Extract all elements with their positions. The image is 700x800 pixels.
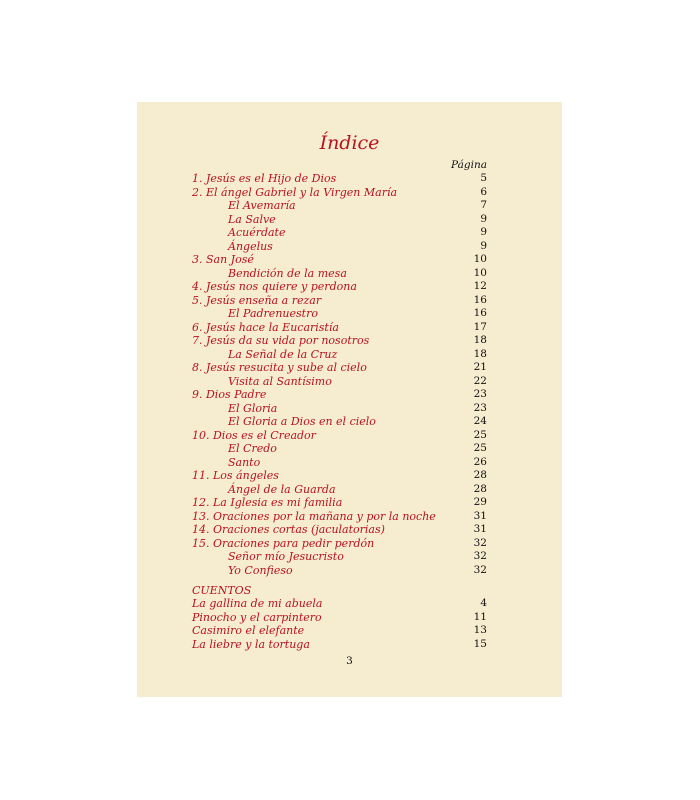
toc-entry-page-number: 5: [480, 172, 487, 184]
toc-entry: [192, 429, 487, 442]
book-page: [137, 102, 562, 697]
page-number: 3: [346, 655, 353, 667]
toc-entry-label: El Avemaría: [228, 199, 296, 212]
toc-entry-page-number: 25: [473, 442, 487, 454]
toc-entry-label: 3. San José: [192, 253, 254, 266]
toc-entry-page-number: 9: [480, 226, 487, 238]
toc-entry: [192, 253, 487, 266]
toc-subentry: [228, 375, 487, 388]
toc-entry: [192, 186, 487, 199]
toc-entry-page-number: 25: [473, 428, 487, 441]
page-column-header: Página: [451, 159, 487, 171]
toc-entry-page-number: 15: [473, 637, 487, 650]
toc-entry-page-number: 6: [480, 185, 487, 198]
toc-entry-page-number: 32: [473, 550, 487, 562]
toc-entry-label: Ángel de la Guarda: [228, 482, 336, 496]
toc-entry-label: Señor mío Jesucristo: [228, 550, 344, 563]
toc-entry-page-number: 13: [473, 624, 487, 636]
toc-subentry: [228, 213, 487, 226]
toc-entry-label: 6. Jesús hace la Eucaristía: [192, 320, 339, 334]
toc-entry-label: Acuérdate: [228, 226, 286, 239]
toc-entry-page-number: 17: [473, 320, 487, 333]
toc-subentry: [228, 415, 487, 428]
toc-entry: [192, 510, 487, 523]
toc-entry-page-number: 22: [473, 374, 487, 387]
toc-entry: [192, 280, 487, 293]
toc-entry-label: El Padrenuestro: [228, 307, 318, 320]
toc-entry-label: Pinocho y el carpintero: [192, 610, 322, 624]
toc-subentry: [228, 199, 487, 212]
toc-entry-label: 9. Dios Padre: [192, 388, 267, 401]
toc-entry-label: Yo Confieso: [228, 563, 293, 577]
toc-subentry: [228, 456, 487, 469]
toc-entry: [192, 638, 487, 651]
toc-entry-label: La gallina de mi abuela: [192, 597, 323, 610]
page-title: Índice: [319, 132, 380, 154]
toc-entry-page-number: 26: [473, 455, 487, 468]
toc-subentry: [228, 226, 487, 239]
toc-entry: [192, 537, 487, 550]
toc-entry: [192, 334, 487, 347]
toc-entry-label: 8. Jesús resucita y sube al cielo: [192, 361, 367, 374]
toc-entry-label: El Credo: [228, 442, 277, 455]
toc-entry-label: 10. Dios es el Creador: [192, 428, 316, 442]
toc-entry-label: El Gloria: [228, 401, 278, 415]
toc-entry-page-number: 28: [473, 469, 487, 481]
toc-entry-label: 15. Oraciones para pedir perdón: [192, 536, 375, 550]
toc-subentry: [228, 564, 487, 577]
toc-entry-label: La liebre y la tortuga: [192, 637, 310, 651]
toc-entry-page-number: 7: [480, 199, 487, 211]
toc-entry-label: 12. La Iglesia es mi familia: [192, 496, 343, 509]
toc-entry-page-number: 28: [473, 482, 487, 495]
toc-subentry: [228, 402, 487, 415]
toc-subentry: [228, 483, 487, 496]
toc-entry: [192, 624, 487, 637]
toc-entry-label: 5. Jesús enseña a rezar: [192, 293, 322, 307]
toc-entry-label: 7. Jesús da su vida por nosotros: [192, 334, 370, 347]
toc-entry: [192, 172, 487, 185]
toc-entry-label: Santo: [228, 455, 261, 469]
toc-entry-page-number: 23: [473, 388, 487, 400]
toc-entry: [192, 294, 487, 307]
toc-entry-label: La Salve: [228, 212, 276, 226]
toc-entry-label: 1. Jesús es el Hijo de Dios: [192, 172, 337, 185]
toc-entry-page-number: 29: [473, 496, 487, 508]
toc-entry-page-number: 24: [473, 415, 487, 427]
toc-entry: [192, 611, 487, 624]
toc-entry: [192, 388, 487, 401]
toc-entry: [192, 523, 487, 536]
toc-entry-label: 11. Los ángeles: [192, 469, 279, 482]
toc-entry-label: La Señal de la Cruz: [228, 347, 338, 361]
toc-entry: [192, 597, 487, 610]
cuentos-heading: CUENTOS: [192, 584, 252, 597]
toc-subentry: [228, 550, 487, 563]
toc-entry-label: Visita al Santísimo: [228, 374, 332, 388]
toc-entry-label: 2. El ángel Gabriel y la Virgen María: [192, 185, 398, 199]
toc-entry: [192, 496, 487, 509]
toc-entry-page-number: 12: [473, 280, 487, 292]
toc-entry-page-number: 18: [473, 347, 487, 360]
toc-entry-page-number: 11: [473, 610, 487, 623]
toc-entry-page-number: 9: [480, 212, 487, 225]
toc-entry-page-number: 32: [473, 536, 487, 549]
toc-entry-page-number: 9: [480, 239, 487, 252]
toc-subentry: [228, 267, 487, 280]
toc-entry-label: El Gloria a Dios en el cielo: [228, 415, 376, 428]
toc-subentry: [228, 442, 487, 455]
toc-entry-page-number: 31: [473, 509, 487, 522]
toc-subentry: [228, 348, 487, 361]
toc-entry: [192, 321, 487, 334]
toc-entry-label: Ángelus: [228, 239, 273, 253]
toc-entry-page-number: 4: [480, 597, 487, 609]
toc-entry: [192, 361, 487, 374]
toc-entry-page-number: 18: [473, 334, 487, 346]
toc-entry-page-number: 23: [473, 401, 487, 414]
toc-entry-label: 4. Jesús nos quiere y perdona: [192, 280, 357, 293]
toc-entry-page-number: 21: [473, 361, 487, 373]
toc-subentry: [228, 307, 487, 320]
toc-subentry: [228, 240, 487, 253]
toc-entry-page-number: 16: [473, 293, 487, 306]
toc-entry-page-number: 31: [473, 523, 487, 535]
toc-entry-page-number: 16: [473, 307, 487, 319]
toc-entry-page-number: 32: [473, 563, 487, 576]
toc-entry-label: 14. Oraciones cortas (jaculatorias): [192, 523, 385, 536]
toc-entry-page-number: 10: [473, 266, 487, 279]
toc-entry-label: 13. Oraciones por la mañana y por la noche: [192, 509, 436, 523]
toc-entry-label: Bendición de la mesa: [228, 266, 347, 280]
toc-entry-page-number: 10: [473, 253, 487, 265]
toc-entry-label: Casimiro el elefante: [192, 624, 305, 637]
toc-entry: [192, 469, 487, 482]
